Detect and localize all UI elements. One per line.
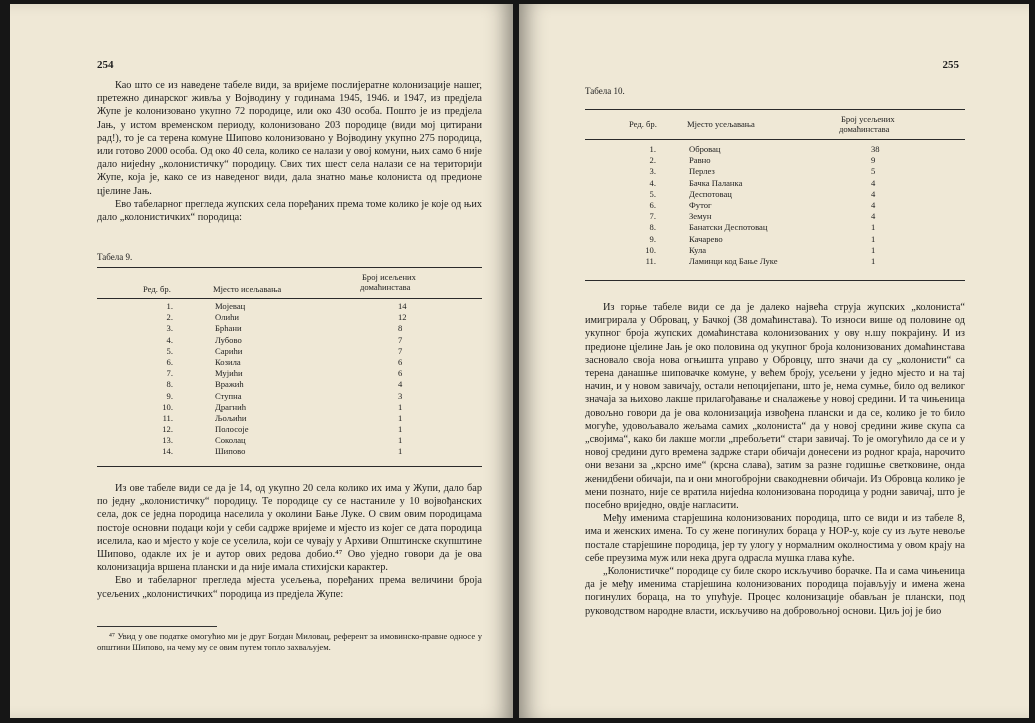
row-number: 2. [649,155,656,166]
row-place: Љољиhи [215,412,247,423]
row-number: 9. [166,390,173,401]
table-row [10,346,510,357]
table10-col-count-l1: Број усељених [841,114,895,124]
paragraph: Ево и табеларног прегледа мјеста усељења, поређаних према величини броја усељених „колонистичких“ породица из предјела Жупе: [97,575,482,600]
table-rule [97,267,482,268]
intro-text [97,79,482,224]
row-count: 1 [871,233,876,244]
table-row [10,301,510,312]
row-place: Мојевац [215,301,246,311]
table-row [10,402,510,413]
row-number: 9. [649,233,656,244]
row-place: Ступна [215,390,242,401]
row-number: 3. [166,323,173,334]
row-number: 3. [649,166,656,177]
row-place: Кула [689,244,707,255]
table9-col-place: Мјесто исељавања [213,284,282,294]
page-number-left: 254 [97,59,114,71]
table9-col-no: Ред. бр. [143,284,171,294]
row-place: Вражиһ [215,379,244,390]
table-rule [585,280,965,281]
row-place: Перлез [689,166,715,177]
table-row [519,189,1029,200]
row-place: Шипово [215,446,246,457]
paragraph: „Колонистичке“ породице су биле скоро искључиво борачке. Па и сама чињеница да је међу именима старјешина колонизованих породица појављују и имена жена погинулих бораца, на то упућује. Процес колонизације обављан је плански, под руководством народне власти, искључиво на добровољној основи. Циљ јој је био [585,566,965,617]
row-place: Лубово [215,334,242,345]
row-number: 10. [162,401,173,412]
row-place: Земун [689,211,712,222]
row-count: 1 [398,435,403,446]
table-row [519,234,1029,245]
table-row [519,155,1029,166]
row-count: 4 [871,177,876,188]
table-rule [585,109,965,110]
table-row [10,446,510,457]
table10-col-no: Ред. бр. [629,119,657,129]
row-number: 6. [166,356,173,367]
right-page [519,4,1029,718]
table9-rows [10,301,510,458]
row-place: Драгниһ [215,401,246,412]
footnote-text: ⁴⁷ Увид у ове податке омогућио ми је друг Богдан Миловац, референт за имовинско-правне односе у општини Шипово, на чему му се овим путем топло захваљујем. [97,631,482,652]
row-count: 4 [871,199,876,210]
row-number: 8. [649,222,656,233]
table-row [10,323,510,334]
paragraph: Као што се из наведене табеле види, за вријеме послијератне колонизације нашег, претежно динарског живља у Војводину у годинама 1945, 1946. и 1947, из предјела Жупе је колонизовано укупно 72 породице, или око 430 особа. Пошто је из предјела Јањ, у истом временском периоду, колонизовано 203 породице (види мој цитирани рад!), то је са терена комуне Шипово колонизовано у Војводину укупно 275 породица, или готово 2000 особа. Од око 40 села, колико се налази у овој комуни, њих само 6 није дало нијedну „колонистичку“ породицу. Свих тих шест села налази се на територији Жупе, која је, како се из наведеног види, дала знатно мање колониста од предионе цјелине Јањ. [97,80,482,197]
row-place: Качарево [689,233,723,244]
table-rule [97,298,482,299]
row-count: 7 [398,334,403,345]
row-place: Футог [689,199,712,210]
table10-caption: Табела 10. [585,86,625,96]
row-place: Мујиһи [215,368,243,379]
table-row [519,200,1029,211]
row-number: 13. [162,435,173,446]
row-place: Полосоје [215,424,249,435]
paragraph: Међу именима старјешина колонизованих породица, што се види и из табеле 8, има и женских имена. То су жене погинулих бораца у НОР-у, које су из љуте невоље постале старјешине породица, јер ту улогу у нормалним околностима у овом крају на себе преузима муж или нека друга одрасла мушка глава куће. [585,513,965,564]
table-row [10,379,510,390]
table-rule [585,139,965,140]
row-number: 14. [162,446,173,457]
row-count: 38 [871,144,880,154]
paragraph: Ево табеларног прегледа жупских села поређаних према томе колико је које од њих дало „колонистичких“ породица: [97,198,482,224]
body-text [585,301,965,618]
row-number: 8. [166,379,173,390]
row-number: 5. [166,345,173,356]
table-row [10,413,510,424]
left-page [10,4,513,718]
row-count: 1 [398,412,403,423]
table10-rows [519,144,1029,267]
table10-col-place: Мјесто усељавања [687,119,755,129]
row-number: 1. [649,144,656,154]
footnote [97,631,482,652]
row-number: 12. [162,424,173,435]
table-row [519,166,1029,177]
row-number: 11. [645,255,656,266]
paragraph: Из горње табеле види се да је далеко највећа струја жупских „колониста“ имигрирала у Обровац, у Бачкој (38 домаћинстава). То износи више од половине од укупног броја жупских домаћинстава колонизованих у ову н.шу покрајину. И из предионе цјелине Јањ је око половина од укупног броја колонизованих домаћинстава засновало своја нова огњишта управо у Обровцу, што значи да су „колонисти“ са терена данашње шиповачке комуне, у већем броју, усељени у једно мјесто и на тај начин, и у новом завичају, остали непоцијепани, што је, нема сумње, било од великог значаја за њихово лакше прилагођавање и сналажење у новој средини. И та чињеница довољно говори да је ова колонизација извођена плански и да се, колико је то било могуће, удовољавало жељама самих „колониста“ да у новој средини живе скупа са „својима“, како би лакше могли „пребољети“ стари завичај. То је омогућило да се и у новој средини дуго времена задрже стари обичаји донесени из родног краја, нарочито они везани за „крсно име“ (крсна слава), затим за разне годишње светковине, онда женидбени обичаји, па и они многобројни свакодневни обичаји. Из Обровца колико је мени познато, није се вратила нијedна колонизована породица у родни завичај, што је посебно вриједно, овдје нагласити. [585,302,965,512]
row-number: 11. [162,412,173,423]
table9-col-count-l2: домаћинстава [360,282,411,292]
row-number: 7. [649,211,656,222]
row-count: 1 [398,446,403,457]
row-count: 4 [871,211,876,222]
row-count: 6 [398,368,403,379]
row-count: 4 [398,379,403,390]
row-count: 6 [398,356,403,367]
table-row [10,312,510,323]
row-number: 4. [649,177,656,188]
table-row [10,424,510,435]
table-row [519,178,1029,189]
row-number: 1. [166,301,173,311]
row-count: 9 [871,155,876,166]
table9-col-count-l1: Број исељених [362,272,416,282]
row-place: Козила [215,356,241,367]
table10-col-count-l2: домаћинстава [839,124,890,134]
row-place: Сариhи [215,345,243,356]
row-count: 1 [398,424,403,435]
row-number: 6. [649,199,656,210]
paragraph: Из ове табеле види се да је 14, од укупно 20 села колико их има у Жупи, дало бар по једну „колонистичку“ породицу. Те породице су се настаниле у 10 војвођанских села, док се једна породица населила у околини Бање Луке. О свим овим породицама постоје основни подаци који у себи садрже вријеме и мјесто из којег се дата породица иселила, као и мјесто у које се уселила, који се чувају у Архиви Општинске скупштине Шипово, одакле их је и аутор ових редова добио.⁴⁷ Ово уједно говори да је ова колонизација вршена плански и да није имала стихијски карактер. [97,483,482,574]
row-count: 7 [398,345,403,356]
row-number: 7. [166,368,173,379]
table-row [10,368,510,379]
after-table-text [97,482,482,601]
table-row [10,391,510,402]
row-place: Деспотовац [689,188,732,199]
row-number: 2. [166,312,173,323]
row-count: 14 [398,301,407,311]
table-row [519,222,1029,233]
row-count: 4 [871,188,876,199]
table-row [10,357,510,368]
row-count: 12 [398,312,407,323]
row-count: 5 [871,166,876,177]
row-place: Равно [689,155,711,166]
row-place: Соколац [215,435,246,446]
row-count: 1 [398,401,403,412]
row-number: 5. [649,188,656,199]
row-count: 1 [871,244,876,255]
footnote-rule [97,626,217,627]
row-place: Олиһи [215,312,239,323]
row-count: 3 [398,390,403,401]
table-row [519,245,1029,256]
row-place: Брһани [215,323,242,334]
table-row [10,435,510,446]
row-place: Обровац [689,144,721,154]
table-row [10,335,510,346]
row-place: Банатски Деспотовац [689,222,768,233]
table-rule [97,466,482,467]
row-count: 8 [398,323,403,334]
row-count: 1 [871,255,876,266]
page-number-right: 255 [942,59,959,71]
row-number: 10. [645,244,656,255]
row-number: 4. [166,334,173,345]
table-row [519,256,1029,267]
table-row [519,211,1029,222]
table9-caption: Табела 9. [97,252,133,262]
table-row [519,144,1029,155]
row-place: Ламинци код Бање Луке [689,255,778,266]
row-count: 1 [871,222,876,233]
row-place: Бачка Паланка [689,177,743,188]
